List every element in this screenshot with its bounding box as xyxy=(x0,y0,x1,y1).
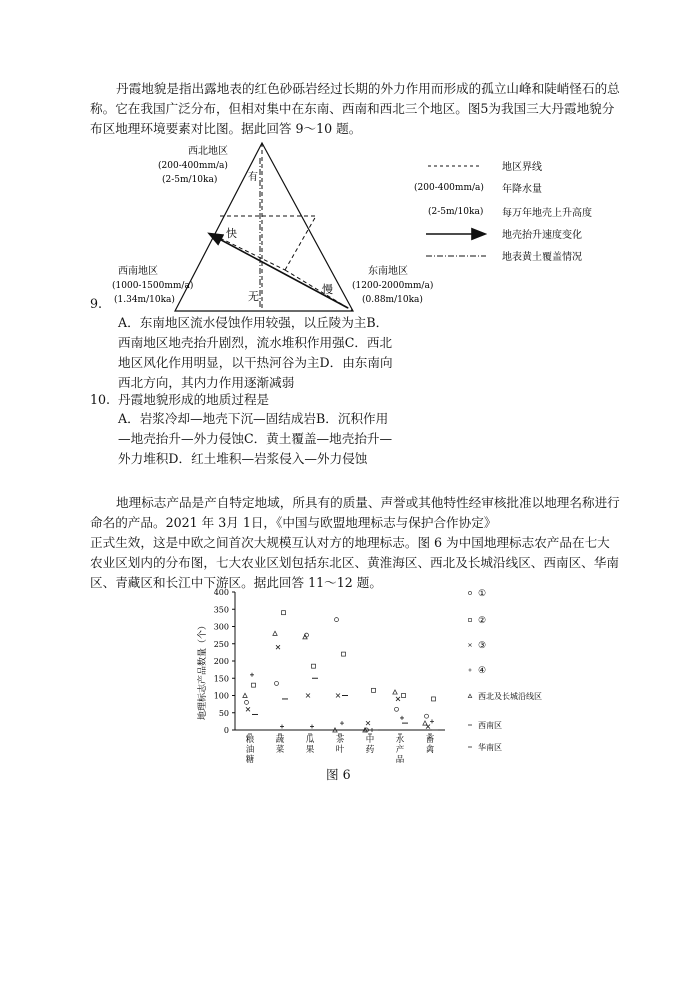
legend-item-7: 华南区 xyxy=(478,743,502,752)
southeast-region-label: 东南地区 xyxy=(368,266,408,277)
northwest-uplift-label: (2-5m/10ka) xyxy=(162,175,218,185)
label-man: 慢 xyxy=(322,283,333,296)
question-9-number: 9. xyxy=(90,296,103,311)
legend-uplift-sample: (2-5m/10ka) xyxy=(428,207,484,217)
legend-item-2: ② xyxy=(478,616,487,626)
region-boundary-line xyxy=(285,216,316,270)
data-point xyxy=(276,645,280,649)
data-point xyxy=(402,694,406,698)
y-tick-label: 0 xyxy=(223,726,229,735)
legend-cover-label: 地表黄土覆盖情况 xyxy=(502,252,582,263)
y-tick-label: 200 xyxy=(213,657,229,666)
y-tick-label: 150 xyxy=(213,674,229,684)
data-point xyxy=(245,700,249,704)
data-point xyxy=(430,719,434,723)
label-you: 有 xyxy=(248,172,258,183)
southeast-uplift-label: (0.88m/10ka) xyxy=(362,295,423,305)
legend-marker xyxy=(469,619,472,622)
legend-item-1: ① xyxy=(478,589,487,599)
question-10-stem: 丹霞地貌形成的地质过程是 xyxy=(118,392,270,407)
x-category-label: 中药 xyxy=(365,735,375,755)
data-point xyxy=(396,697,400,701)
legend-rain-sample: (200-400mm/a) xyxy=(414,183,484,193)
southwest-region-label: 西南地区 xyxy=(118,266,158,277)
intro-paragraph-2-cont: 正式生效，这是中欧之间首次大规模互认对方的地理标志。图 6 为中国地理标志农产品在七大农业区划内的分布图，七大农业区划包括东北区、黄淮海区、西北及长城沿线区、西南区、华南区、青藏区和长江中下游区。据此回答 11～12 题。 xyxy=(90,535,619,590)
data-point xyxy=(280,725,284,729)
chart-ylabel: 地理标志产品数量（个） xyxy=(198,620,208,720)
data-point xyxy=(310,725,314,729)
region-boundary-line xyxy=(220,238,285,270)
data-point xyxy=(312,664,316,668)
y-tick-label: 250 xyxy=(213,639,229,649)
legend-marker xyxy=(468,668,471,671)
legend-item-3: ③ xyxy=(478,641,487,651)
data-point xyxy=(336,694,340,698)
data-point xyxy=(282,611,286,615)
y-tick-label: 350 xyxy=(213,605,229,615)
data-point xyxy=(393,690,397,694)
data-point xyxy=(400,716,404,720)
data-point xyxy=(250,673,254,677)
x-category-label: 瓜果 xyxy=(305,735,315,755)
data-point xyxy=(366,721,370,725)
data-point xyxy=(243,693,247,697)
data-point xyxy=(275,681,279,685)
data-point xyxy=(425,714,429,718)
data-point xyxy=(246,707,250,711)
y-tick-label: 400 xyxy=(213,588,229,597)
x-category-label: 蔬菜 xyxy=(275,735,285,755)
figure-6-caption: 图 6 xyxy=(326,767,351,782)
y-tick-label: 300 xyxy=(213,622,229,632)
legend-item-4: ④ xyxy=(478,666,487,676)
intro-paragraph-1: 丹霞地貌是指出露地表的红色砂砾岩经过长期的外力作用而形成的孤立山峰和陡峭怪石的总称。它在我国广泛分布，但相对集中在东南、西南和西北三个地区。图5为我国三大丹霞地貌分布区地理环境要素对比图。据此回答 9～10 题。 xyxy=(90,81,620,136)
legend-marker xyxy=(468,643,471,646)
data-point xyxy=(395,707,399,711)
data-point xyxy=(335,618,339,622)
data-point xyxy=(342,652,346,656)
legend-uplift-label: 每万年地壳上升高度 xyxy=(502,208,592,219)
x-category-label: 茶叶 xyxy=(335,735,345,755)
legend-marker xyxy=(468,694,472,697)
southeast-rain-label: (1200-2000mm/a) xyxy=(352,281,434,291)
legend-marker xyxy=(468,591,471,594)
y-tick-label: 50 xyxy=(218,708,229,718)
southwest-uplift-label: (1.34m/10ka) xyxy=(114,295,175,305)
question-9-options: A．东南地区流水侵蚀作用较强，以丘陵为主B．西南地区地壳抬升剧烈，流水堆积作用强C．西北地区风化作用明显，以干热河谷为主D．由东南向西北方向，其内力作用逐渐减弱 xyxy=(118,315,393,390)
data-point xyxy=(372,688,376,692)
x-category-label: 水产品 xyxy=(395,735,405,765)
legend-speed-label: 地壳抬升速度变化 xyxy=(502,230,582,241)
legend-item-5: 西北及长城沿线区 xyxy=(478,692,542,701)
intro-paragraph-2: 地理标志产品是产自特定地域，所具有的质量、声誉或其他特性经审核批准以地理名称进行命名的产品。2021 年 3月 1日，《中国与欧盟地理标志与保护合作协定》 xyxy=(90,495,620,530)
uplift-speed-arrow xyxy=(210,234,348,308)
data-point xyxy=(306,694,310,698)
data-point xyxy=(252,683,256,687)
data-point xyxy=(432,697,436,701)
y-tick-label: 100 xyxy=(213,691,229,701)
data-point xyxy=(273,631,277,635)
legend-rain-label: 年降水量 xyxy=(502,184,542,195)
legend-boundary-label: 地区界线 xyxy=(502,162,542,173)
northwest-rain-label: (200-400mm/a) xyxy=(158,161,228,171)
figure-6-scatter-chart xyxy=(180,580,560,780)
label-wu: 无 xyxy=(248,290,259,303)
label-kuai: 快 xyxy=(226,227,237,240)
x-category-label: 粮油糖 xyxy=(245,735,255,765)
x-category-label: 畜禽 xyxy=(425,735,435,755)
data-point xyxy=(340,721,344,725)
southwest-rain-label: (1000-1500mm/a) xyxy=(112,281,194,291)
question-10-number: 10. xyxy=(90,392,111,407)
legend-item-6: 西南区 xyxy=(478,721,502,730)
figure-5-triangle-diagram xyxy=(100,138,620,323)
question-10-options: A．岩浆冷却—地壳下沉—固结成岩B．沉积作用—地壳抬升—外力侵蚀C．黄土覆盖—地壳抬升—外力堆积D．红土堆积—岩浆侵入—外力侵蚀 xyxy=(118,411,393,466)
data-point xyxy=(423,721,427,725)
northwest-region-label: 西北地区 xyxy=(188,146,228,157)
